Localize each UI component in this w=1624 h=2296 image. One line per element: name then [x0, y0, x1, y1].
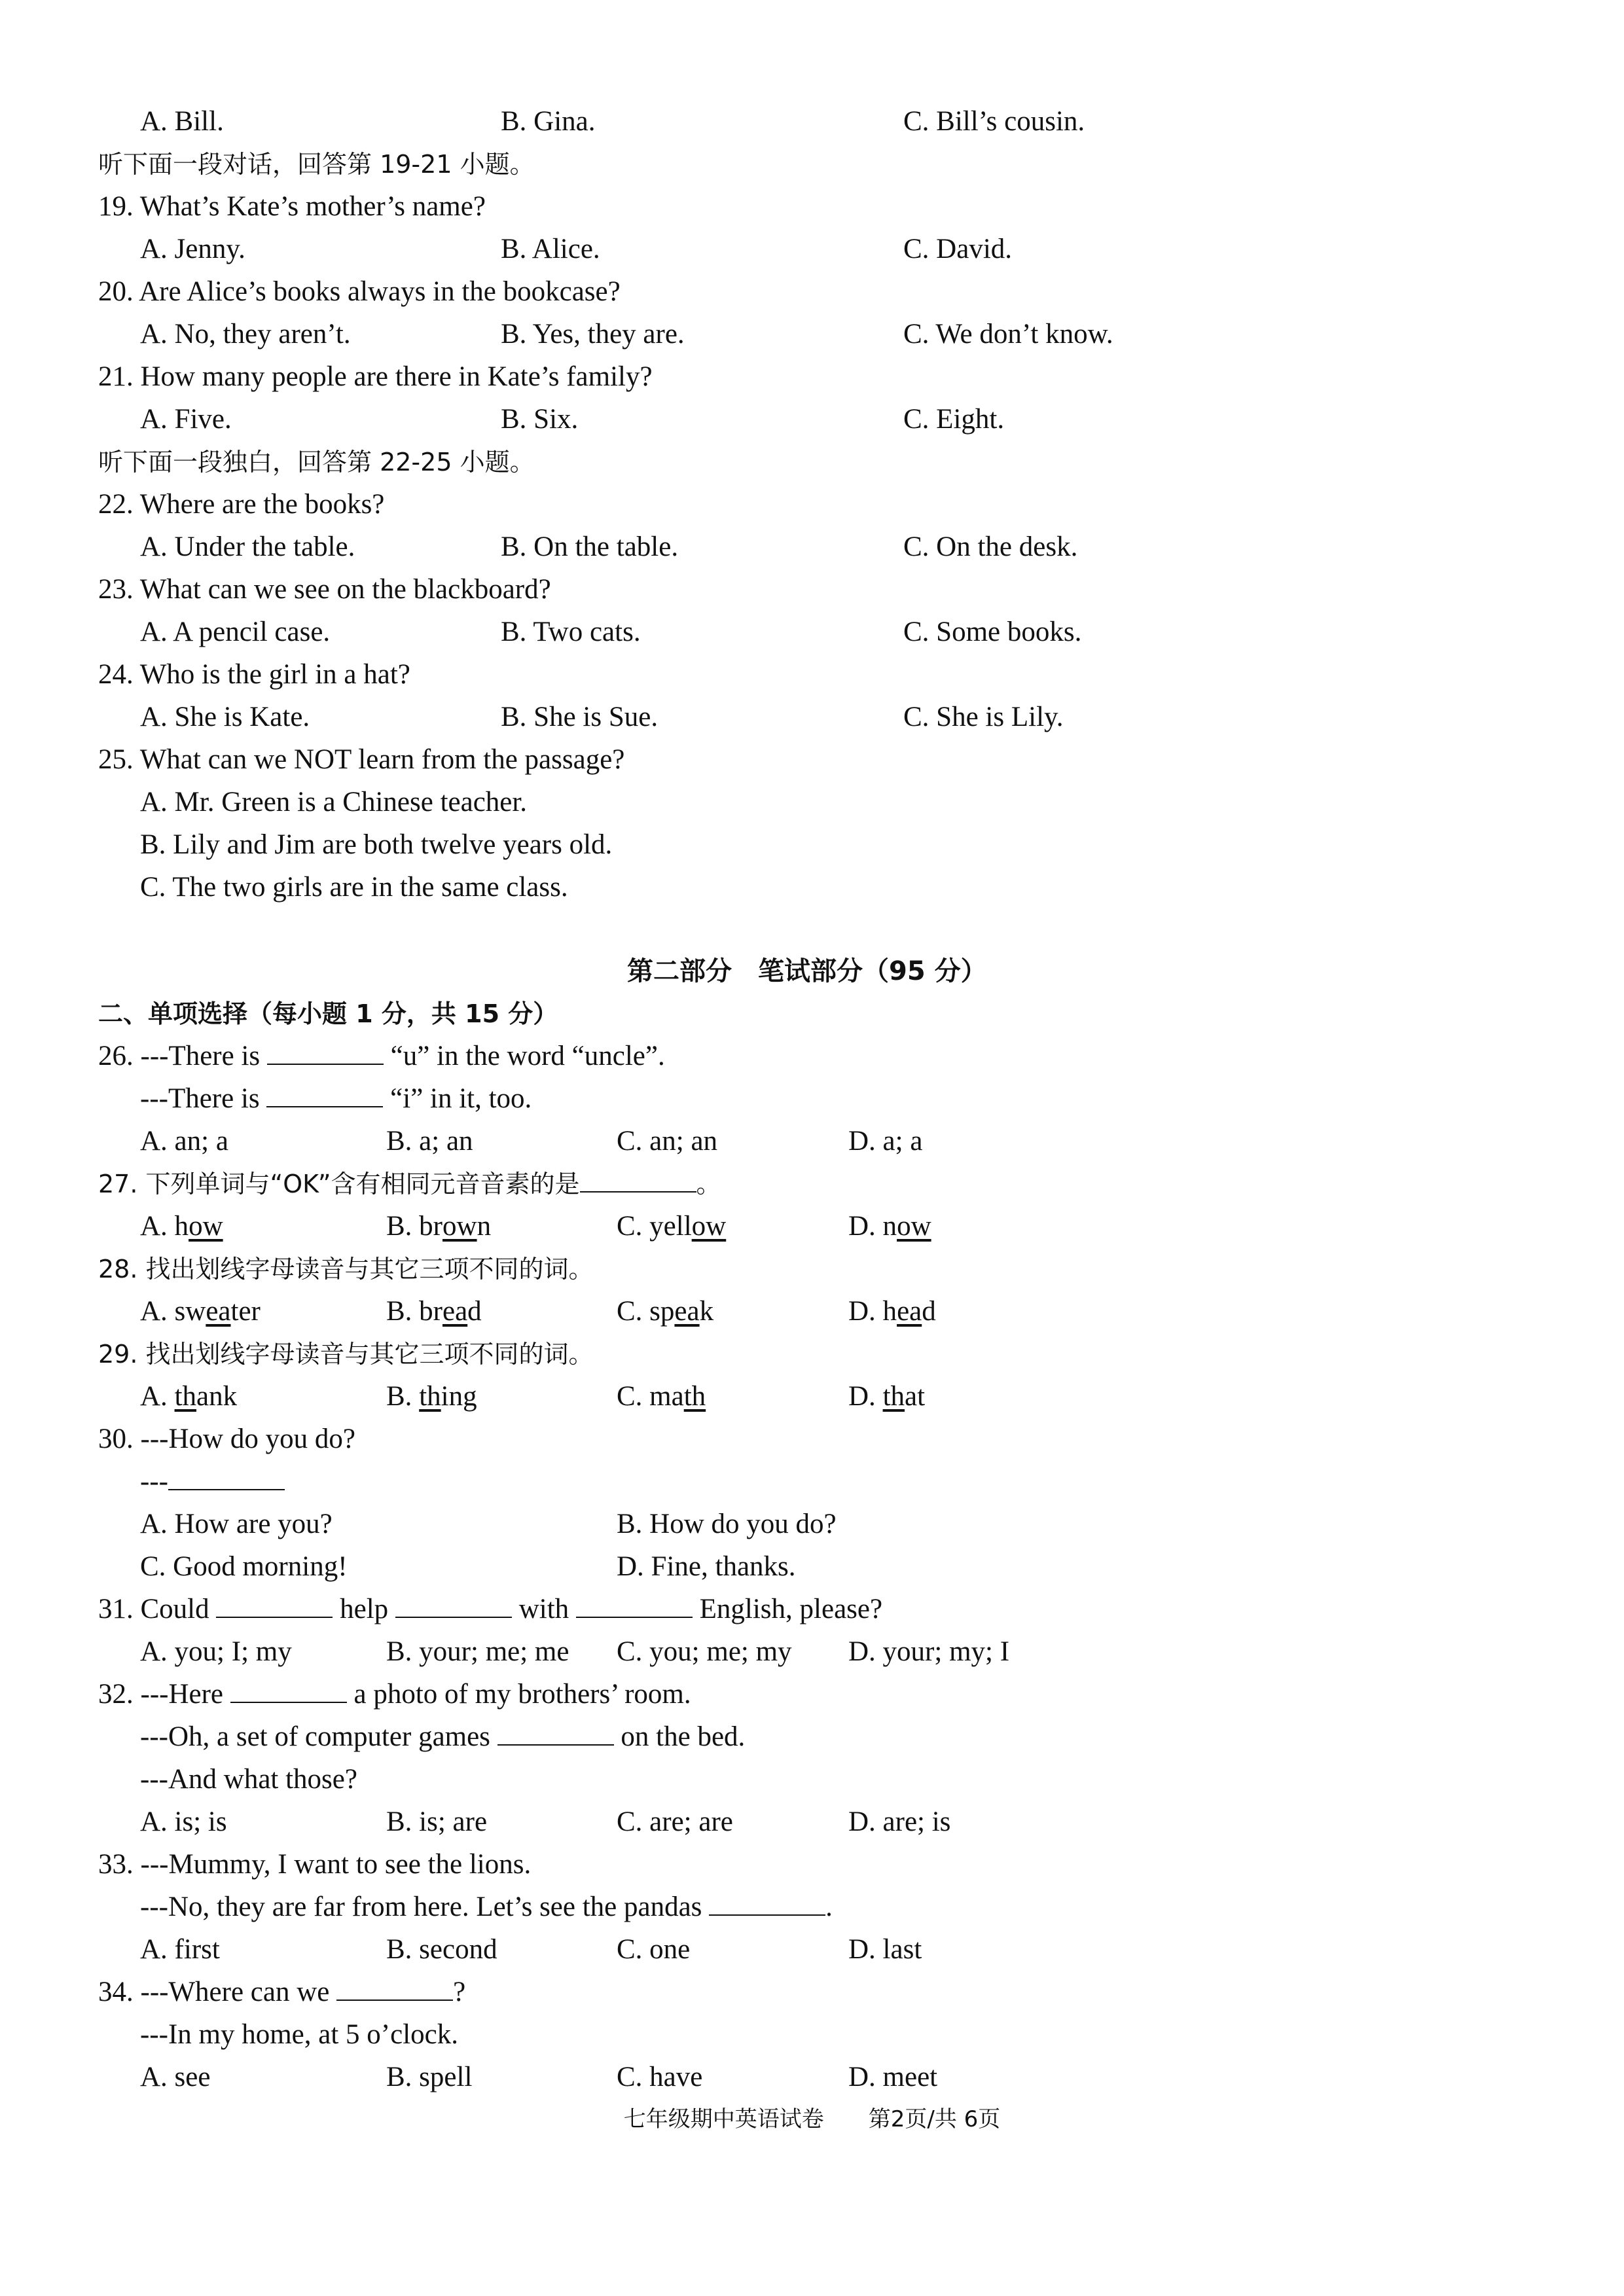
q34-option-a: A. see: [140, 2062, 211, 2092]
q23-stem-text: 23. What can we see on the blackboard?: [98, 574, 551, 605]
q30-option-d: D. Fine, thanks.: [617, 1551, 796, 1582]
q34-option-d: D. meet: [848, 2062, 938, 2092]
part2-title: 第二部分 笔试部分（95 分）: [627, 956, 987, 986]
q25-option-c: C. The two girls are in the same class.: [140, 872, 568, 903]
q19-stem-text: 19. What’s Kate’s mother’s name?: [98, 191, 486, 222]
q19-option-c: C. David.: [903, 234, 1013, 264]
q18-option-a: A. Bill.: [140, 106, 224, 137]
q33-option-b: B. second: [386, 1934, 497, 1965]
q24-option-c: C. She is Lily.: [903, 702, 1064, 732]
q32-l2-pre: ---Oh, a set of computer games: [140, 1721, 497, 1752]
q22-option-c: C. On the desk.: [903, 531, 1078, 562]
q20-option-c: C. We don’t know.: [903, 319, 1113, 350]
q19-option-a: A. Jenny.: [140, 234, 245, 264]
q32-stem-line2: [140, 1715, 745, 1759]
q20-option-a: A. No, they aren’t.: [140, 319, 351, 350]
q27-option-d: [848, 1205, 931, 1248]
q33-option-c: C. one: [617, 1934, 691, 1965]
q27-option-b: [386, 1205, 491, 1248]
q23-option-c: C. Some books.: [903, 617, 1082, 647]
q28-d-post: d: [922, 1296, 936, 1327]
q21-option-c: C. Eight.: [903, 404, 1005, 435]
q29-c-pre: C. ma: [617, 1381, 684, 1412]
q26-option-a: A. an; a: [140, 1126, 228, 1157]
q26-blank-2: [266, 1080, 383, 1107]
q27-stem-text: [98, 1162, 721, 1206]
q21-option-b: B. Six.: [501, 404, 579, 435]
q33-stem-line1: 33. ---Mummy, I want to see the lions.: [98, 1849, 532, 1880]
q32-stem-line3: ---And what those?: [140, 1764, 357, 1795]
q26-stem-line2: [140, 1077, 532, 1121]
q29-d-underlined: th: [882, 1381, 905, 1412]
q30-option-a: A. How are you?: [140, 1509, 333, 1539]
q18-option-b: B. Gina.: [501, 106, 596, 137]
q27-d-pre: D. n: [848, 1211, 897, 1242]
q28-b-underlined: ea: [442, 1296, 468, 1327]
q31-p4: English, please?: [692, 1594, 883, 1624]
q34-stem-line1: [98, 1971, 465, 2014]
q32-option-c: C. are; are: [617, 1806, 733, 1837]
q30-option-b: B. How do you do?: [617, 1509, 837, 1539]
instruction-dialogue-text: 听下面一段对话，回答第 19-21 小题。: [98, 150, 535, 179]
q26-blank-1: [267, 1037, 384, 1065]
q31-option-d: D. your; my; I: [848, 1636, 1010, 1667]
q31-option-b: B. your; me; me: [386, 1636, 569, 1667]
q30-option-c: C. Good morning!: [140, 1551, 348, 1582]
q18-option-c: C. Bill’s cousin.: [903, 106, 1085, 137]
q29-a-pre: A.: [140, 1381, 175, 1412]
q27-option-a: [140, 1205, 223, 1248]
q28-stem-text: 28. 找出划线字母读音与其它三项不同的词。: [98, 1255, 594, 1283]
q34-l1-pre: 34. ---Where can we: [98, 1977, 337, 2007]
q29-option-c: [617, 1375, 706, 1418]
q27-c-pre: C. yell: [617, 1211, 692, 1242]
q28-c-post: k: [699, 1296, 714, 1327]
q29-option-a: [140, 1375, 237, 1418]
q27-a-pre: A. h: [140, 1211, 189, 1242]
q31-p3: with: [511, 1594, 576, 1624]
q28-a-underlined: ea: [206, 1296, 231, 1327]
q27-c-underlined: ow: [691, 1211, 727, 1242]
q26-stem-line1: [98, 1035, 665, 1078]
q28-option-b: [386, 1290, 482, 1333]
q29-option-d: [848, 1375, 925, 1418]
q31-blank-3: [576, 1590, 693, 1618]
q29-d-pre: D.: [848, 1381, 883, 1412]
q23-option-b: B. Two cats.: [501, 617, 641, 647]
q32-option-b: B. is; are: [386, 1806, 488, 1837]
instruction-monologue-text: 听下面一段独白，回答第 22-25 小题。: [98, 448, 535, 476]
q31-p2: help: [333, 1594, 395, 1624]
q33-blank: [709, 1888, 825, 1916]
q34-stem-line2: ---In my home, at 5 o’clock.: [140, 2019, 458, 2050]
q29-a-underlined: th: [174, 1381, 197, 1412]
q29-d-post: at: [905, 1381, 926, 1412]
q23-option-a: A. A pencil case.: [140, 617, 331, 647]
q29-b-post: ing: [441, 1381, 477, 1412]
q24-option-b: B. She is Sue.: [501, 702, 659, 732]
q30-stem-text: 30. ---How do you do?: [98, 1424, 355, 1454]
page-footer: 七年级期中英语试卷 第2页/共 6页: [623, 2106, 1001, 2132]
q30-response-dashes: ---: [140, 1466, 168, 1497]
q29-b-underlined: th: [419, 1381, 441, 1412]
q31-stem-text: [98, 1588, 882, 1631]
q28-option-a: [140, 1290, 261, 1333]
q19-option-b: B. Alice.: [501, 234, 600, 264]
q25-option-b: B. Lily and Jim are both twelve years old.: [140, 829, 613, 860]
q25-stem-text: 25. What can we NOT learn from the passage?: [98, 744, 625, 775]
q29-a-post: ank: [196, 1381, 238, 1412]
q28-option-c: [617, 1290, 713, 1333]
q32-blank-1: [230, 1676, 347, 1703]
q28-option-d: [848, 1290, 936, 1333]
q31-option-a: A. you; I; my: [140, 1636, 292, 1667]
q32-l1-post: a photo of my brothers’ room.: [346, 1679, 691, 1710]
q32-l1-pre: 32. ---Here: [98, 1679, 230, 1710]
q31-p1: 31. Could: [98, 1594, 217, 1624]
q26-option-d: D. a; a: [848, 1126, 923, 1157]
q26-line2-post: “i” in it, too.: [383, 1083, 532, 1114]
q31-option-c: C. you; me; my: [617, 1636, 792, 1667]
q22-stem-text: 22. Where are the books?: [98, 489, 385, 520]
q26-option-b: B. a; an: [386, 1126, 473, 1157]
q34-blank: [336, 1973, 453, 2001]
q33-option-d: D. last: [848, 1934, 922, 1965]
q33-stem-line2: [140, 1886, 833, 1929]
q26-line2-pre: ---There is: [140, 1083, 267, 1114]
q27-blank: [580, 1165, 696, 1193]
q27-stem-post: 。: [696, 1170, 721, 1198]
q27-b-underlined: ow: [442, 1211, 477, 1242]
q27-option-c: [617, 1205, 726, 1248]
q28-c-underlined: ea: [674, 1296, 700, 1327]
q32-option-d: D. are; is: [848, 1806, 951, 1837]
q32-stem-line1: [98, 1673, 691, 1716]
q26-line1-pre: 26. ---There is: [98, 1041, 267, 1071]
q21-option-a: A. Five.: [140, 404, 232, 435]
q28-d-underlined: ea: [897, 1296, 922, 1327]
q28-a-post: ter: [230, 1296, 261, 1327]
q34-option-b: B. spell: [386, 2062, 473, 2092]
q28-c-pre: C. sp: [617, 1296, 675, 1327]
q22-option-b: B. On the table.: [501, 531, 679, 562]
q30-blank: [168, 1463, 285, 1490]
q24-option-a: A. She is Kate.: [140, 702, 310, 732]
q25-option-a: A. Mr. Green is a Chinese teacher.: [140, 787, 528, 817]
q29-b-pre: B.: [386, 1381, 420, 1412]
q30-response: [140, 1460, 285, 1503]
q34-l1-post: ?: [453, 1977, 466, 2007]
q28-d-pre: D. h: [848, 1296, 897, 1327]
q24-stem-text: 24. Who is the girl in a hat?: [98, 659, 410, 690]
q32-blank-2: [497, 1718, 614, 1746]
q20-option-b: B. Yes, they are.: [501, 319, 685, 350]
q27-stem-pre: 27. 下列单词与“OK”含有相同元音音素的是: [98, 1170, 580, 1198]
q22-option-a: A. Under the table.: [140, 531, 355, 562]
q26-option-c: C. an; an: [617, 1126, 718, 1157]
q29-option-b: [386, 1375, 477, 1418]
q32-option-a: A. is; is: [140, 1806, 227, 1837]
q20-stem-text: 20. Are Alice’s books always in the bookcase?: [98, 276, 621, 307]
q29-stem-text: 29. 找出划线字母读音与其它三项不同的词。: [98, 1340, 594, 1369]
q28-a-pre: A. sw: [140, 1296, 206, 1327]
q33-l2-post: .: [825, 1892, 833, 1922]
q27-b-post: n: [477, 1211, 492, 1242]
q31-blank-1: [216, 1590, 333, 1618]
q26-line1-post: “u” in the word “uncle”.: [383, 1041, 665, 1071]
q27-b-pre: B. br: [386, 1211, 442, 1242]
q27-a-underlined: ow: [189, 1211, 223, 1242]
q29-c-underlined: th: [683, 1381, 706, 1412]
q28-b-pre: B. br: [386, 1296, 442, 1327]
q33-l2-pre: ---No, they are far from here. Let’s see the pandas: [140, 1892, 710, 1922]
section2-title: 二、单项选择（每小题 1 分，共 15 分）: [98, 999, 558, 1028]
q33-option-a: A. first: [140, 1934, 220, 1965]
q32-l2-post: on the bed.: [613, 1721, 746, 1752]
q28-b-post: d: [467, 1296, 482, 1327]
q21-stem-text: 21. How many people are there in Kate’s family?: [98, 361, 653, 392]
q34-option-c: C. have: [617, 2062, 703, 2092]
q31-blank-2: [395, 1590, 512, 1618]
q27-d-underlined: ow: [897, 1211, 931, 1242]
